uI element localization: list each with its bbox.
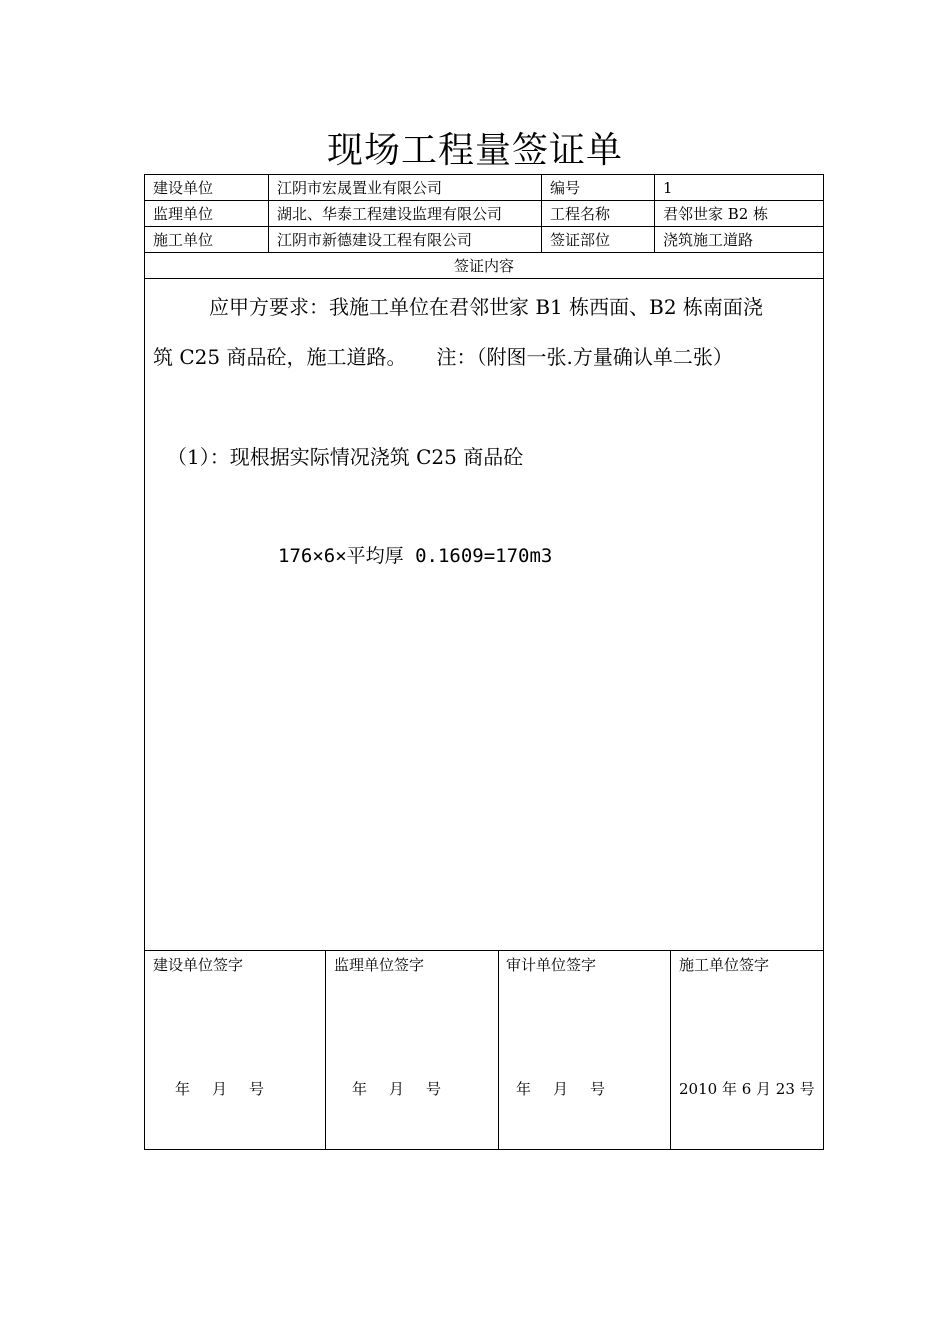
month-text: 月 <box>389 1080 405 1098</box>
content-formula: 176×6×平均厚 0.1609=170m3 <box>278 545 553 567</box>
content-line-2: 筑 C25 商品砼，施工道路。 注：（附图一张.方量确认单二张） <box>153 345 733 369</box>
supervision-unit-value: 湖北、华泰工程建设监理有限公司 <box>277 205 503 223</box>
builder-signature-label: 施工单位签字 <box>679 956 770 974</box>
page-title: 现场工程量签证单 <box>326 130 623 171</box>
day-text: 号 <box>590 1080 606 1098</box>
visa-location-value: 浇筑施工道路 <box>663 231 754 249</box>
row-divider <box>145 200 823 201</box>
row-divider <box>145 226 823 227</box>
supervision-signature-label: 监理单位签字 <box>334 956 425 974</box>
project-name-label: 工程名称 <box>550 205 611 223</box>
column-divider <box>268 175 269 252</box>
project-name-value: 君邻世家 B2 栋 <box>663 205 769 223</box>
supervision-unit-label: 监理单位 <box>153 205 214 223</box>
number-value: 1 <box>663 179 673 197</box>
audit-signature-date <box>516 1078 605 1099</box>
column-divider <box>541 175 542 252</box>
year-text: 年 <box>175 1080 191 1098</box>
number-label: 编号 <box>550 179 581 197</box>
audit-signature-cell <box>498 950 670 1150</box>
builder-signature-cell <box>670 950 823 1150</box>
row-divider <box>145 278 823 279</box>
construction-unit-value: 江阴市宏晟置业有限公司 <box>277 179 443 197</box>
content-header: 签证内容 <box>453 257 514 275</box>
day-text: 号 <box>249 1080 265 1098</box>
content-line-1: 应甲方要求：我施工单位在君邻世家 B1 栋西面、B2 栋南面浇 <box>209 295 763 319</box>
audit-signature-label: 审计单位签字 <box>506 956 597 974</box>
supervision-signature-date <box>352 1078 441 1099</box>
month-text: 月 <box>212 1080 228 1098</box>
construction-unit-label: 建设单位 <box>153 179 214 197</box>
content-item-1: （1）：现根据实际情况浇筑 C25 商品砼 <box>167 445 524 469</box>
construction-signature-label: 建设单位签字 <box>153 956 244 974</box>
year-text: 年 <box>516 1080 532 1098</box>
supervision-signature-cell <box>325 950 498 1150</box>
column-divider <box>654 175 655 252</box>
builder-signature-date: 2010 年 6 月 23 号 <box>679 1080 815 1098</box>
visa-form <box>144 174 824 1150</box>
month-text: 月 <box>553 1080 569 1098</box>
construction-signature-cell <box>145 950 325 1150</box>
builder-unit-value: 江阴市新德建设工程有限公司 <box>277 231 473 249</box>
day-text: 号 <box>426 1080 442 1098</box>
visa-location-label: 签证部位 <box>550 231 611 249</box>
construction-signature-date <box>175 1078 264 1099</box>
year-text: 年 <box>352 1080 368 1098</box>
row-divider <box>145 252 823 253</box>
builder-unit-label: 施工单位 <box>153 231 214 249</box>
